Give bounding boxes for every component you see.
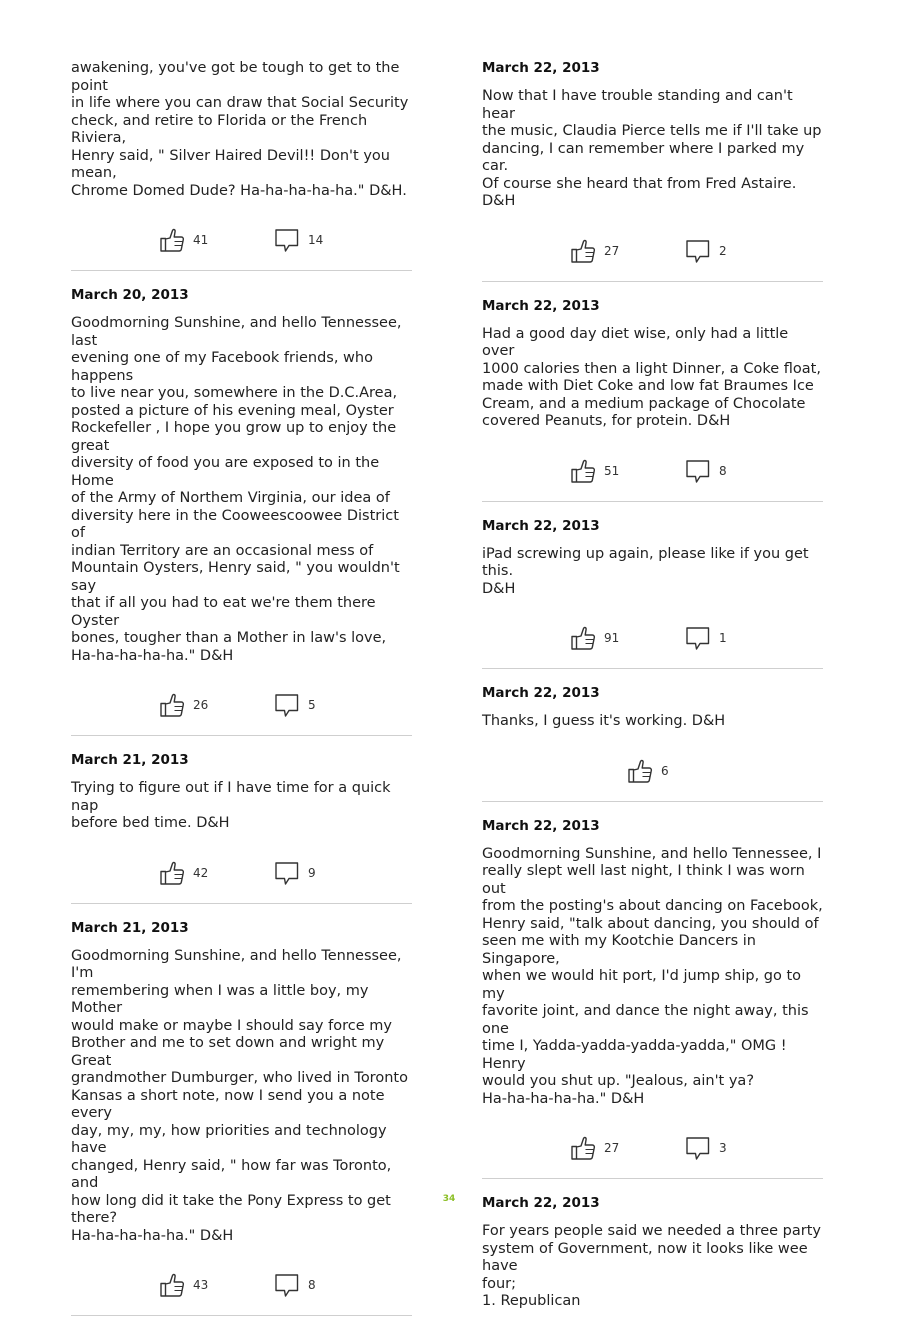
post — [482, 1195, 823, 1311]
post-stats — [482, 458, 823, 484]
comment-button[interactable] — [685, 1135, 727, 1161]
thumbs-up-icon — [570, 1135, 596, 1161]
like-button[interactable] — [570, 1135, 619, 1161]
post-text: For years people said we needed a three party system of Government, now it looks like wee have four; 1. Republican — [482, 1223, 821, 1309]
divider — [482, 1178, 823, 1179]
thumbs-up-icon — [159, 1272, 185, 1298]
like-count: 43 — [193, 1278, 209, 1292]
post — [482, 818, 823, 1180]
post — [482, 518, 823, 670]
post-text: Goodmorning Sunshine, and hello Tennessee, last evening one of my Facebook friends, who happens to live near you, somewhere in the D.C.Area, posted a picture of his evening meal, Oyster Rockefeller , I hope you grow up to enjoy the great diversity of food you are exposed to in the Home of the Army of Northem Virginia, our idea of diversity here in the Cooweescoowee District of indian Territory are an occasional mess of Mountain Oysters, Henry said, " you wouldn't say that if all you had to eat we're them there Oyster bones, tougher than a Mother in law's love, Ha-ha-ha-ha-ha." D&H — [71, 315, 402, 664]
comment-icon — [274, 860, 300, 886]
thumbs-up-icon — [570, 238, 596, 264]
post-text: awakening, you've got be tough to get to the point in life where you can draw that Social Security check, and retire to Florida or the French Riviera, Henry said, " Silver Haired Devil!! Don't you mean, Chrome Domed Dude? Ha-ha-ha-ha-ha." D&H. — [71, 60, 409, 199]
comment-icon — [685, 238, 711, 264]
page-number: 34 — [442, 1194, 456, 1204]
like-button[interactable] — [570, 238, 619, 264]
comment-count: 14 — [308, 233, 324, 247]
like-count: 41 — [193, 233, 209, 247]
divider — [71, 270, 412, 271]
divider — [71, 735, 412, 736]
post-date: March 22, 2013 — [482, 60, 600, 76]
comment-button[interactable] — [685, 625, 727, 651]
post-text: Trying to figure out if I have time for a quick nap before bed time. D&H — [71, 780, 391, 831]
post-text: Goodmorning Sunshine, and hello Tennessee, I'm remembering when I was a little boy, my Mother would make or maybe I should say force my Brother and me to set down and wright my Great grandmother Dumburger, who lived in Toronto Kansas a short note, now I send you a note every day, my, my, how priorities and technology have changed, Henry said, " how far was Toronto, and how long did it take the Pony Express to get there? Ha-ha-ha-ha-ha." D&H — [71, 947, 408, 1244]
thumbs-up-icon — [159, 860, 185, 886]
post-stats — [482, 1135, 823, 1161]
comment-count: 5 — [308, 698, 316, 712]
comment-count: 8 — [719, 463, 727, 478]
like-button[interactable] — [159, 860, 208, 886]
comment-count: 1 — [719, 631, 727, 645]
like-button[interactable] — [159, 227, 208, 253]
divider — [71, 1315, 412, 1316]
like-count: 26 — [193, 698, 209, 712]
comment-count: 3 — [719, 1141, 727, 1155]
comment-icon — [685, 625, 711, 651]
post — [482, 685, 823, 802]
right-column — [482, 60, 823, 1311]
post-date: March 22, 2013 — [482, 1195, 600, 1211]
like-count: 27 — [604, 243, 620, 258]
like-count: 27 — [604, 1141, 620, 1155]
comment-button[interactable] — [685, 458, 727, 484]
post-date: March 20, 2013 — [71, 287, 189, 303]
comment-icon — [685, 1135, 711, 1161]
like-count: 42 — [193, 865, 209, 880]
like-count: 51 — [604, 463, 620, 478]
post-text: iPad screwing up again, please like if you get this. D&H — [482, 545, 809, 597]
post-stats — [482, 625, 823, 651]
thumbs-up-icon — [159, 227, 185, 253]
divider — [482, 668, 823, 669]
post-stats — [482, 238, 823, 264]
post-text: Had a good day diet wise, only had a little over 1000 calories then a light Dinner, a Coke float, made with Diet Coke and low fat Braumes Ice Cream, and a medium package of Chocolate covered Peanuts, for protein. D&H — [482, 325, 821, 429]
like-button[interactable] — [159, 692, 208, 718]
post-date: March 22, 2013 — [482, 817, 600, 834]
post — [482, 298, 823, 502]
post-text: Now that I have trouble standing and can't hear the music, Claudia Pierce tells me if I'll take up dancing, I can remember where I parked my car. Of course she heard that from Fred Astaire. D&H — [482, 88, 822, 209]
like-button[interactable] — [159, 1272, 208, 1298]
comment-icon — [274, 692, 300, 718]
post — [71, 60, 412, 271]
post-date: March 22, 2013 — [482, 517, 600, 534]
post — [71, 287, 412, 736]
left-column — [71, 60, 412, 1332]
comment-button[interactable] — [274, 692, 316, 718]
comment-count: 2 — [719, 243, 727, 258]
like-count: 91 — [604, 631, 620, 645]
comment-button[interactable] — [274, 227, 323, 253]
divider — [482, 801, 823, 802]
post-date: March 22, 2013 — [482, 297, 600, 314]
like-count: 6 — [661, 763, 669, 778]
post-stats — [71, 692, 412, 718]
comment-count: 9 — [308, 865, 316, 880]
post-stats — [482, 758, 823, 784]
post-stats — [71, 227, 412, 253]
post — [482, 60, 823, 282]
comment-count: 8 — [308, 1278, 316, 1292]
thumbs-up-icon — [570, 458, 596, 484]
post-stats — [71, 1272, 412, 1298]
divider — [71, 903, 412, 904]
like-button[interactable] — [570, 458, 619, 484]
like-button[interactable] — [627, 758, 669, 784]
thumbs-up-icon — [627, 758, 653, 784]
comment-button[interactable] — [685, 238, 727, 264]
thumbs-up-icon — [570, 625, 596, 651]
thumbs-up-icon — [159, 692, 185, 718]
post-text: Goodmorning Sunshine, and hello Tennessee, I really slept well last night, I think I was worn out from the posting's about dancing on Facebook, Henry said, "talk about dancing, you should of seen me with my Kootchie Dancers in Singapore, when we would hit port, I'd jump ship, go to my favorite joint, and dance the night away, this one time I, Yadda-yadda-yadda-yadda," OMG ! Henry would you shut up. "Jealous, ain't ya? Ha-ha-ha-ha-ha." D&H — [482, 845, 823, 1107]
comment-icon — [685, 458, 711, 484]
post — [71, 920, 412, 1317]
divider — [482, 501, 823, 502]
comment-button[interactable] — [274, 1272, 316, 1298]
comment-icon — [274, 227, 300, 253]
post-stats — [71, 860, 412, 886]
like-button[interactable] — [570, 625, 619, 651]
comment-button[interactable] — [274, 860, 316, 886]
post-date: March 22, 2013 — [482, 685, 600, 701]
post-text: Thanks, I guess it's working. D&H — [482, 713, 726, 729]
post-date: March 21, 2013 — [71, 919, 189, 936]
post — [71, 752, 412, 904]
comment-icon — [274, 1272, 300, 1298]
divider — [482, 281, 823, 282]
post-date: March 21, 2013 — [71, 752, 189, 768]
